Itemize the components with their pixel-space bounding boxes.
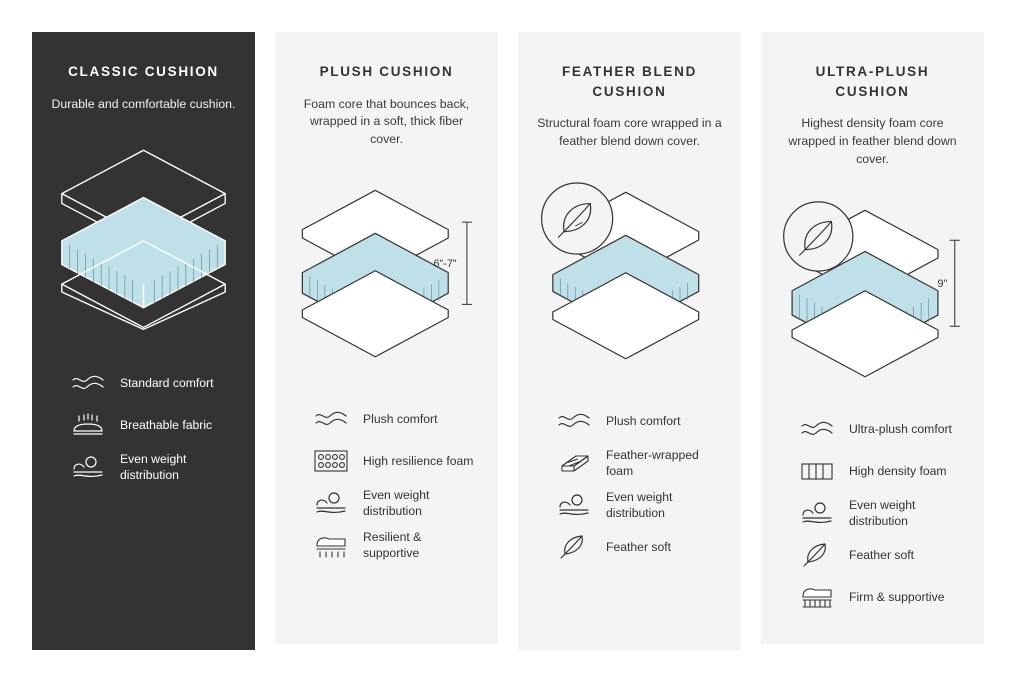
card-ultra-plush-cushion[interactable] xyxy=(761,32,984,644)
depth-label-plush: 6"-7" xyxy=(433,258,457,271)
card-title: FEATHER BLEND CUSHION xyxy=(561,64,698,99)
feature-item xyxy=(311,398,480,440)
feature-item xyxy=(311,440,480,482)
feather-wrapped-foam-icon xyxy=(554,447,594,479)
feature-label: High resilience foam xyxy=(363,454,474,468)
feature-item xyxy=(554,484,723,526)
card-description: Highest density foam core wrapped in feather blend down cover. xyxy=(788,116,957,166)
feature-list xyxy=(293,398,480,566)
honeycomb-foam-icon xyxy=(311,445,351,477)
feature-item xyxy=(797,576,966,618)
even-weight-distribution-icon xyxy=(797,497,837,529)
even-weight-distribution-icon xyxy=(68,451,108,483)
feature-item xyxy=(68,404,237,446)
wave-lines-icon xyxy=(311,403,351,435)
card-title: PLUSH CUSHION xyxy=(319,64,454,79)
feature-list xyxy=(779,408,966,618)
high-density-foam-icon xyxy=(797,455,837,487)
feature-label: High density foam xyxy=(849,463,947,478)
wave-lines-icon xyxy=(797,413,837,445)
feature-label: Plush comfort xyxy=(606,413,681,428)
feature-item xyxy=(311,524,480,566)
feature-label: Even weight distribution xyxy=(363,487,430,519)
feature-item xyxy=(68,446,237,488)
feature-item xyxy=(797,408,966,450)
card-feather-blend-cushion[interactable] xyxy=(518,32,741,650)
feature-item xyxy=(311,482,480,524)
feature-item xyxy=(797,534,966,576)
feature-label: Feather soft xyxy=(849,547,915,562)
feature-label: Resilient & supportive xyxy=(363,529,422,561)
card-plush-cushion[interactable] xyxy=(275,32,498,644)
feature-label: Firm & supportive xyxy=(849,589,945,604)
feature-label: Even weight distribution xyxy=(849,497,916,528)
feature-item xyxy=(68,362,237,404)
feature-label: Plush comfort xyxy=(363,412,438,426)
feature-label: Standard comfort xyxy=(120,376,214,391)
depth-label-ultra-plush: 9" xyxy=(937,277,948,290)
card-description: Structural foam core wrapped in a feather blend down cover. xyxy=(537,116,722,148)
cushion-illustration-classic xyxy=(50,131,237,346)
firm-support-icon xyxy=(797,581,837,613)
leaf-badge xyxy=(784,202,853,271)
feature-item xyxy=(554,442,723,484)
cushion-cards-row xyxy=(32,32,992,650)
card-description: Foam core that bounces back, wrapped in a soft, thick fiber cover. xyxy=(303,96,470,147)
cushion-illustration-plush xyxy=(293,167,480,382)
feather-icon xyxy=(797,539,837,571)
card-description: Durable and comfortable cushion. xyxy=(51,96,236,111)
feature-label: Feather soft xyxy=(606,539,672,554)
feature-label: Feather-wrapped foam xyxy=(606,447,699,478)
feather-icon xyxy=(554,531,594,563)
feature-item xyxy=(797,492,966,534)
wave-lines-icon xyxy=(68,367,108,399)
resilient-support-icon xyxy=(311,529,351,561)
wave-lines-icon xyxy=(554,405,594,437)
card-title: ULTRA-PLUSH CUSHION xyxy=(815,64,930,99)
feature-label: Breathable fabric xyxy=(120,418,213,433)
feature-label: Ultra-plush comfort xyxy=(849,421,952,436)
card-classic-cushion[interactable] xyxy=(32,32,255,650)
feature-list xyxy=(536,400,723,568)
feature-label: Even weight distribution xyxy=(120,452,187,483)
feature-item xyxy=(797,450,966,492)
even-weight-distribution-icon xyxy=(554,489,594,521)
feature-item xyxy=(554,526,723,568)
card-title: CLASSIC CUSHION xyxy=(68,64,219,79)
feature-label: Even weight distribution xyxy=(606,489,673,520)
leaf-badge xyxy=(542,183,613,254)
breathable-fabric-icon xyxy=(68,409,108,441)
even-weight-distribution-icon xyxy=(311,487,351,519)
cushion-illustration-ultra-plush xyxy=(779,187,966,392)
cushion-illustration-feather-blend xyxy=(536,169,723,384)
feature-list xyxy=(50,362,237,488)
feature-item xyxy=(554,400,723,442)
